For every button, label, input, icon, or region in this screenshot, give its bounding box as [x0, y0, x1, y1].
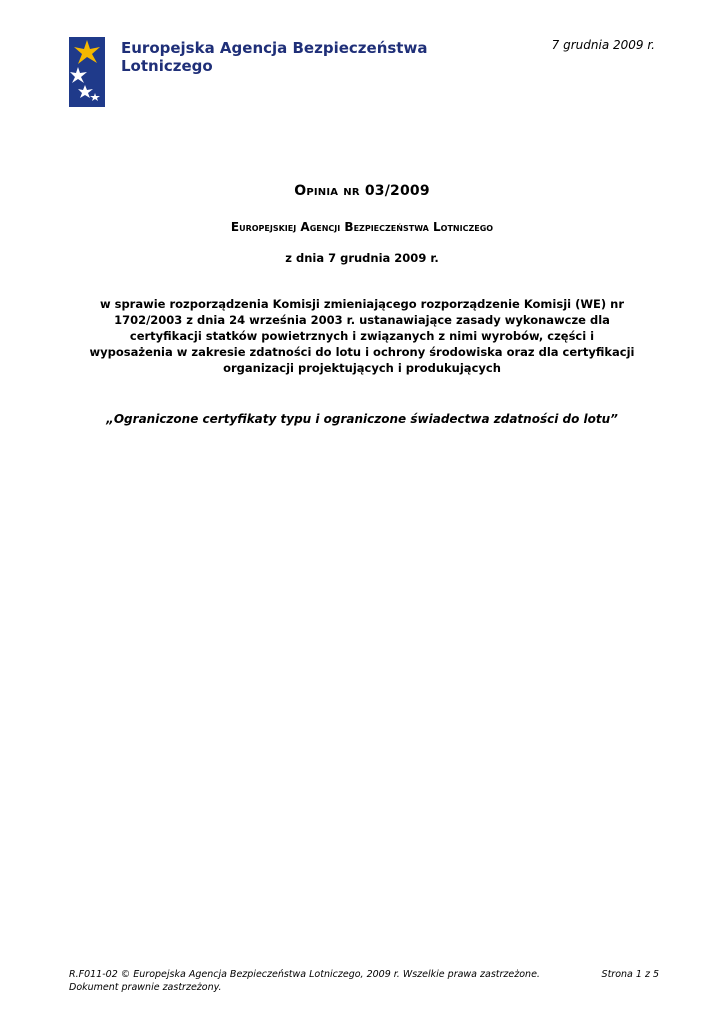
footer-page-number: Strona 1 z 5 [601, 969, 659, 980]
subject-text [70, 296, 654, 376]
footer-disclaimer: Dokument prawnie zastrzeżony. [69, 982, 222, 993]
document-subtitle: „Ograniczone certyfikaty typu i ograniczone świadectwa zdatności do lotu” [106, 412, 618, 426]
footer-copyright: R.F011-02 © Europejska Agencja Bezpieczeństwa Lotniczego, 2009 r. Wszelkie prawa zastrzeżone. [69, 969, 540, 980]
agency-name-line1: Europejska Agencja Bezpieczeństwa [121, 39, 428, 57]
agency-title: Europejskiej Agencji Bezpieczeństwa Lotniczego [230, 220, 494, 234]
easa-logo-icon [69, 37, 105, 107]
issue-date: z dnia 7 grudnia 2009 r. [285, 251, 439, 265]
subject-line: certyfikacji statków powietrznych i związanych z nimi wyrobów, części i [129, 329, 595, 343]
page-footer [69, 968, 659, 994]
agency-name [121, 39, 451, 75]
subject-line: organizacji projektujących i produkujących [223, 361, 501, 375]
subject-line: wyposażenia w zakresie zdatności do lotu i ochrony środowiska oraz dla certyfikacji [89, 345, 635, 359]
subject-line: 1702/2003 z dnia 24 września 2003 r. ustanawiające zasady wykonawcze dla [114, 313, 610, 327]
opinion-title: Opinia nr 03/2009 [294, 183, 430, 199]
agency-name-line2: Lotniczego [121, 57, 213, 75]
subject-line: w sprawie rozporządzenia Komisji zmieniającego rozporządzenie Komisji (WE) nr [99, 297, 625, 311]
header-date: 7 grudnia 2009 r. [551, 38, 655, 52]
